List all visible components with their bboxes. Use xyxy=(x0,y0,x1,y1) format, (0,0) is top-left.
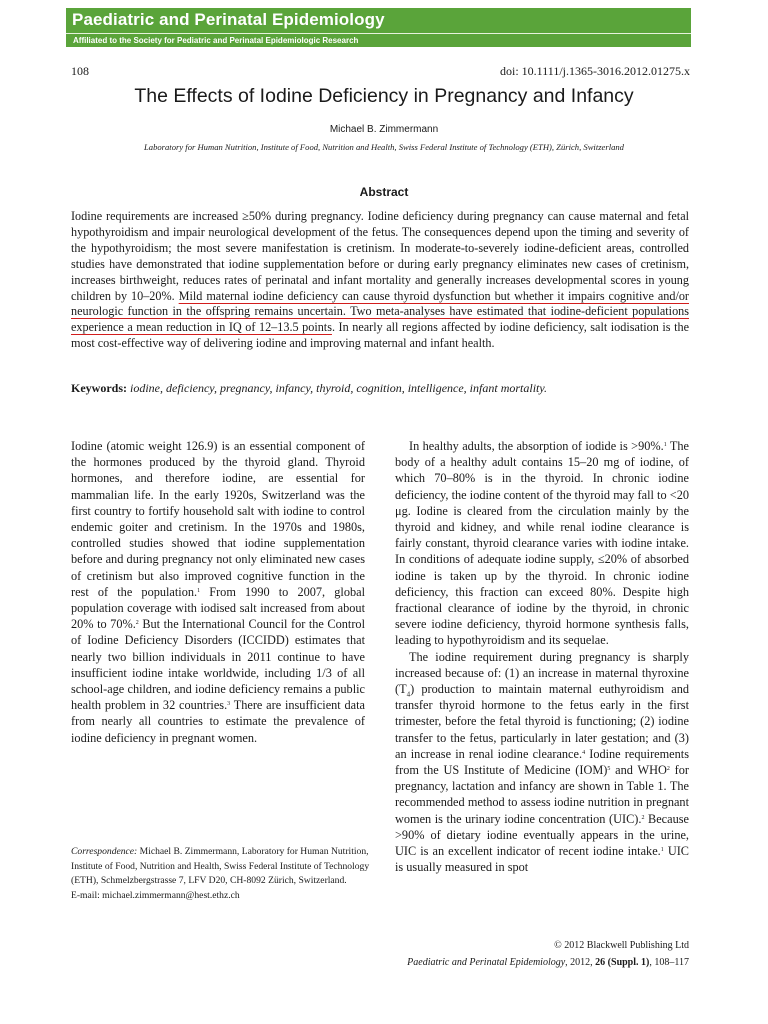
page-number: 108 xyxy=(71,64,89,78)
text-run: for pregnancy, lactation and infancy are shown in Table 1. The recommended method to assess iodine nutrition in pregnant women is the urinary iodine concentration (UIC). xyxy=(395,763,689,826)
text-run: Iodine requirements from the US Institute of Medicine (IOM) xyxy=(395,746,689,778)
abstract-heading: Abstract xyxy=(359,185,409,199)
right-paragraph-2 xyxy=(395,649,689,876)
ref-mark: 2 xyxy=(135,620,139,627)
correspondence xyxy=(71,845,371,904)
text-run: The iodine requirement during pregnancy is sharply increased because of: (1) an increase in maternal thyroxine (T xyxy=(395,649,689,697)
banner-divider xyxy=(66,33,691,34)
abstract-part-2: . In nearly all regions affected by iodine deficiency, salt iodisation is the most cost-effective way of delivering iodine and improving maternal and infant health. xyxy=(71,320,689,351)
keywords-label: Keywords: xyxy=(71,381,127,395)
author: Michael B. Zimmermann xyxy=(329,124,439,135)
text-run: From 1990 to 2007, global population coverage with iodised salt increased from about 20% to 70%. xyxy=(71,584,365,632)
journal-banner xyxy=(66,8,691,47)
author-affiliation: Laboratory for Human Nutrition, Institute of Food, Nutrition and Health, Swiss Federal Institute of Technology (ETH), Zürich, Switzerland xyxy=(144,142,624,152)
abstract-highlighted: Mild maternal iodine deficiency can cause thyroid dysfunction but whether it impairs cognitive and/or neurologic function in the offspring remains uncertain. Two meta-analyses have estimated that iodine-deficient populations experience a mean reduction in IQ of 12–13.5 points xyxy=(71,288,689,335)
text-run: UIC is usually measured in spot xyxy=(395,844,689,875)
ref-mark: 4 xyxy=(582,749,586,756)
text-run: Because >90% of dietary iodine eventually appears in the urine, UIC is an excellent indicator of recent iodine intake. xyxy=(395,811,689,859)
abstract-part-1: Iodine requirements are increased ≥50% during pregnancy. Iodine deficiency during pregnancy can cause maternal and fetal hypothyroidism and impair neurological development of the fetus. The consequences depend upon the timing and severity of the hypothyroidism; the most severe manifestation is cretinism. In moderate-to-severely iodine-deficient areas, controlled studies have demonstrated that iodine supplementation before or during early pregnancy eliminates new cases of cretinism, increases birthweight, reduces rates of perinatal and infant mortality and generally increases developmental scores in young children by 10–20%. xyxy=(71,209,689,303)
text-run: There are insufficient data from nearly all countries to estimate the prevalence of iodine deficiency in pregnant women. xyxy=(71,698,365,745)
text-run: But the International Council for the Control of Iodine Deficiency Disorders (ICCIDD) estimates that nearly two billion individuals in 2011 continue to have insufficient iodine intake worldwide, including 1/3 of all school-age children, and iodine deficiency remains a public health problem in 32 countries. xyxy=(71,617,366,713)
ref-mark: 1 xyxy=(197,587,201,594)
text-run: ) production to maintain maternal euthyroidism and transfer thyroid hormone to the fetus early in the first trimester, before the fetal thyroid is functioning; (2) iodine transfer to the fetus, particularly in later gestation; and (3) an increase in renal iodine clearance. xyxy=(395,682,689,761)
correspondence-address: Michael B. Zimmermann, Laboratory for Human Nutrition, Institute of Food, Nutrition and Health, Swiss Federal Institute of Technology (ETH), Schmelzbergstrasse 7, LFV D20, CH-8092 Zürich, Switzerland. xyxy=(71,846,370,887)
ref-mark: 1 xyxy=(663,442,667,448)
keywords-list: iodine, deficiency, pregnancy, infancy, thyroid, cognition, intelligence, infant mortality. xyxy=(130,381,548,395)
right-paragraph-1 xyxy=(395,438,689,649)
right-column xyxy=(395,438,689,875)
left-paragraph xyxy=(71,438,365,746)
text-run: In healthy adults, the absorption of iodide is >90%. xyxy=(409,439,664,453)
text-run: and WHO xyxy=(610,763,667,778)
doi: doi: 10.1111/j.1365-3016.2012.01275.x xyxy=(500,64,690,78)
citation-pages: , 108–117 xyxy=(649,957,689,968)
left-column xyxy=(71,438,365,746)
abstract-text xyxy=(71,209,689,352)
ref-mark: 2 xyxy=(641,814,645,821)
subscript: 4 xyxy=(406,690,411,699)
keywords xyxy=(71,381,689,396)
text-run: Iodine (atomic weight 126.9) is an essential component of the hormones produced by the thyroid gland. Thyroid hormones, and therefore iodine, are essential for mammalian life. In the early 1920s, Switzerland was the first country to fortify household salt with iodine to control endemic goiter and cretinism. In the 1970s and 1980s, controlled studies showed that iodine supplementation before and during pregnancy not only eliminated new cases of cretinism but also improved cognitive function in the rest of the population. xyxy=(71,439,365,599)
ref-mark: 2 xyxy=(666,766,670,773)
correspondence-label: Correspondence: xyxy=(71,846,138,857)
citation xyxy=(407,957,689,968)
copyright: © 2012 Blackwell Publishing Ltd xyxy=(554,940,689,951)
correspondence-email: E-mail: michael.zimmermann@hest.ethz.ch xyxy=(71,890,240,902)
journal-affiliation: Affiliated to the Society for Pediatric and Perinatal Epidemiologic Research xyxy=(73,36,359,45)
text-run: The body of a healthy adult contains 15–20 mg of iodine, of which 70–80% is in the thyroid. In chronic iodine deficiency, the iodine content of the thyroid may fall to <20 μg. Iodine is cleared from the circulation mainly by the thyroid and kidney, and while renal iodine clearance is fairly constant, thyroid clearance varies with iodine intake. In conditions of adequate iodine supply, ≤20% of absorbed iodine is taken up by the thyroid. In chronic iodine deficiency, this fraction can exceed 80%. Despite high fractional clearance of iodine by the thyroid, in chronic severe iodine deficiency, thyroid hormone synthesis falls, leading to hypothyroidism and its sequelae. xyxy=(395,439,689,648)
ref-mark: 1 xyxy=(660,847,664,854)
citation-journal: Paediatric and Perinatal Epidemiology xyxy=(407,957,566,968)
citation-year: , 2012, xyxy=(565,957,596,968)
article-title: The Effects of Iodine Deficiency in Pregnancy and Infancy xyxy=(134,85,634,107)
ref-mark: 5 xyxy=(607,766,611,773)
journal-title: Paediatric and Perinatal Epidemiology xyxy=(72,10,385,29)
citation-volume: 26 (Suppl. 1) xyxy=(595,957,650,968)
ref-mark: 3 xyxy=(227,701,231,708)
